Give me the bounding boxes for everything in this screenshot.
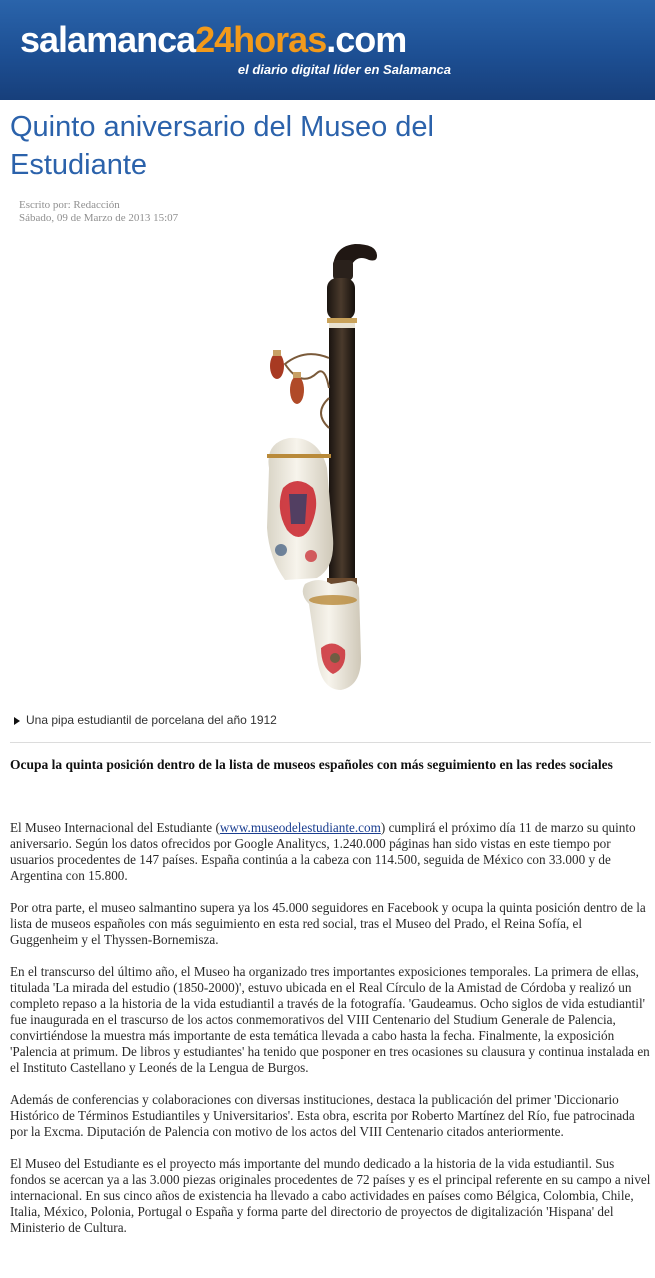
site-tagline: el diario digital líder en Salamanca [237, 62, 451, 77]
photo-caption-text: Una pipa estudiantil de porcelana del año 1912 [26, 713, 277, 727]
site-logo[interactable] [20, 18, 406, 62]
paragraph-4: Además de conferencias y colaboraciones con diversas instituciones, destaca la publicación del primer 'Diccionario Histórico de Términos Estudiantiles y Universitarios'. Esta obra, escrita por Roberto Martínez del Río, fue patrocinada por la Excma. Diputación de Palencia con motivo de los actos del VIII Centenario citados anteriormente. [10, 1092, 635, 1139]
article-photo-pipe [255, 238, 385, 698]
article-meta [19, 199, 178, 225]
article-body [10, 820, 651, 1252]
museum-website-link[interactable]: www.museodelestudiante.com [219, 820, 381, 835]
paragraph-1-start: El Museo Internacional del Estudiante ( [10, 820, 220, 835]
site-header [0, 0, 655, 100]
paragraph-1-end: ) cumplirá el próximo día 11 de marzo su quinto aniversario. Según los datos ofrecidos por Google Analitycs, 1.240.000 páginas han sido vistas en este tiempo por usuarios procedentes de 147 países. España continúa a la cabeza con 114.500, seguida de México con 33.000 y de Argentina con 15.800. [10, 820, 636, 883]
logo-text-24horas: 24horas [195, 19, 327, 60]
logo-text-com: .com [326, 19, 407, 60]
paragraph-1 [10, 820, 651, 884]
play-triangle-icon [14, 717, 20, 725]
date-line: Sábado, 09 de Marzo de 2013 15:07 [19, 212, 179, 224]
paragraph-5: El Museo del Estudiante es el proyecto más importante del mundo dedicado a la historia de la vida estudiantil. Sus fondos se acercan ya a las 3.000 piezas originales procedentes de 72 países y es el principal referente en su campo a nivel internacional. En sus cinco años de existencia ha llevado a cabo actividades en países como Bélgica, Colombia, Chile, Italia, México, Polonia, Portugal o España y forma parte del directorio de proyectos de digitalización 'Hispana' del Ministerio de Cultura. [10, 1156, 651, 1235]
logo-text-salamanca: salamanca [20, 19, 196, 60]
paragraph-2: Por otra parte, el museo salmantino supera ya los 45.000 seguidores en Facebook y ocupa la quinta posición dentro de la lista de museos españoles con más seguimiento en esta red social, tras el Museo del Prado, el Reina Sofía, el Guggenheim y el Thyssen-Bornemisza. [10, 900, 646, 947]
article-title: Quinto aniversario del Museo del Estudiante [10, 111, 434, 181]
photo-caption [14, 713, 277, 727]
article-subtitle: Ocupa la quinta posición dentro de la lista de museos españoles con más seguimiento en las redes sociales [10, 757, 613, 772]
author-line: Escrito por: Redacción [19, 199, 120, 211]
paragraph-3: En el transcurso del último año, el Museo ha organizado tres importantes exposiciones temporales. La primera de ellas, titulada 'La mirada del estudio (1850-2000)', estuvo ubicada en el Real Círculo de la Amistad de Córdoba y realizó un completo repaso a la historia de la vida estudiantil a través de la fotografía. 'Gaudeamus. Ocho siglos de vida estudiantil' fue inaugurada en el trascurso de los actos conmemorativos del VIII Centenario del Studium Generale de Palencia, convirtiéndose la muestra más importante de esta temática llevada a cabo hasta la fecha. Finalmente, la exposición 'Palencia at primum. De libros y estudiantes' ha tenido que posponer en tres ocasiones su clausura y continua instalada en el Instituto Castellano y Leonés de la Lengua de Burgos. [10, 964, 650, 1075]
divider [10, 742, 651, 743]
